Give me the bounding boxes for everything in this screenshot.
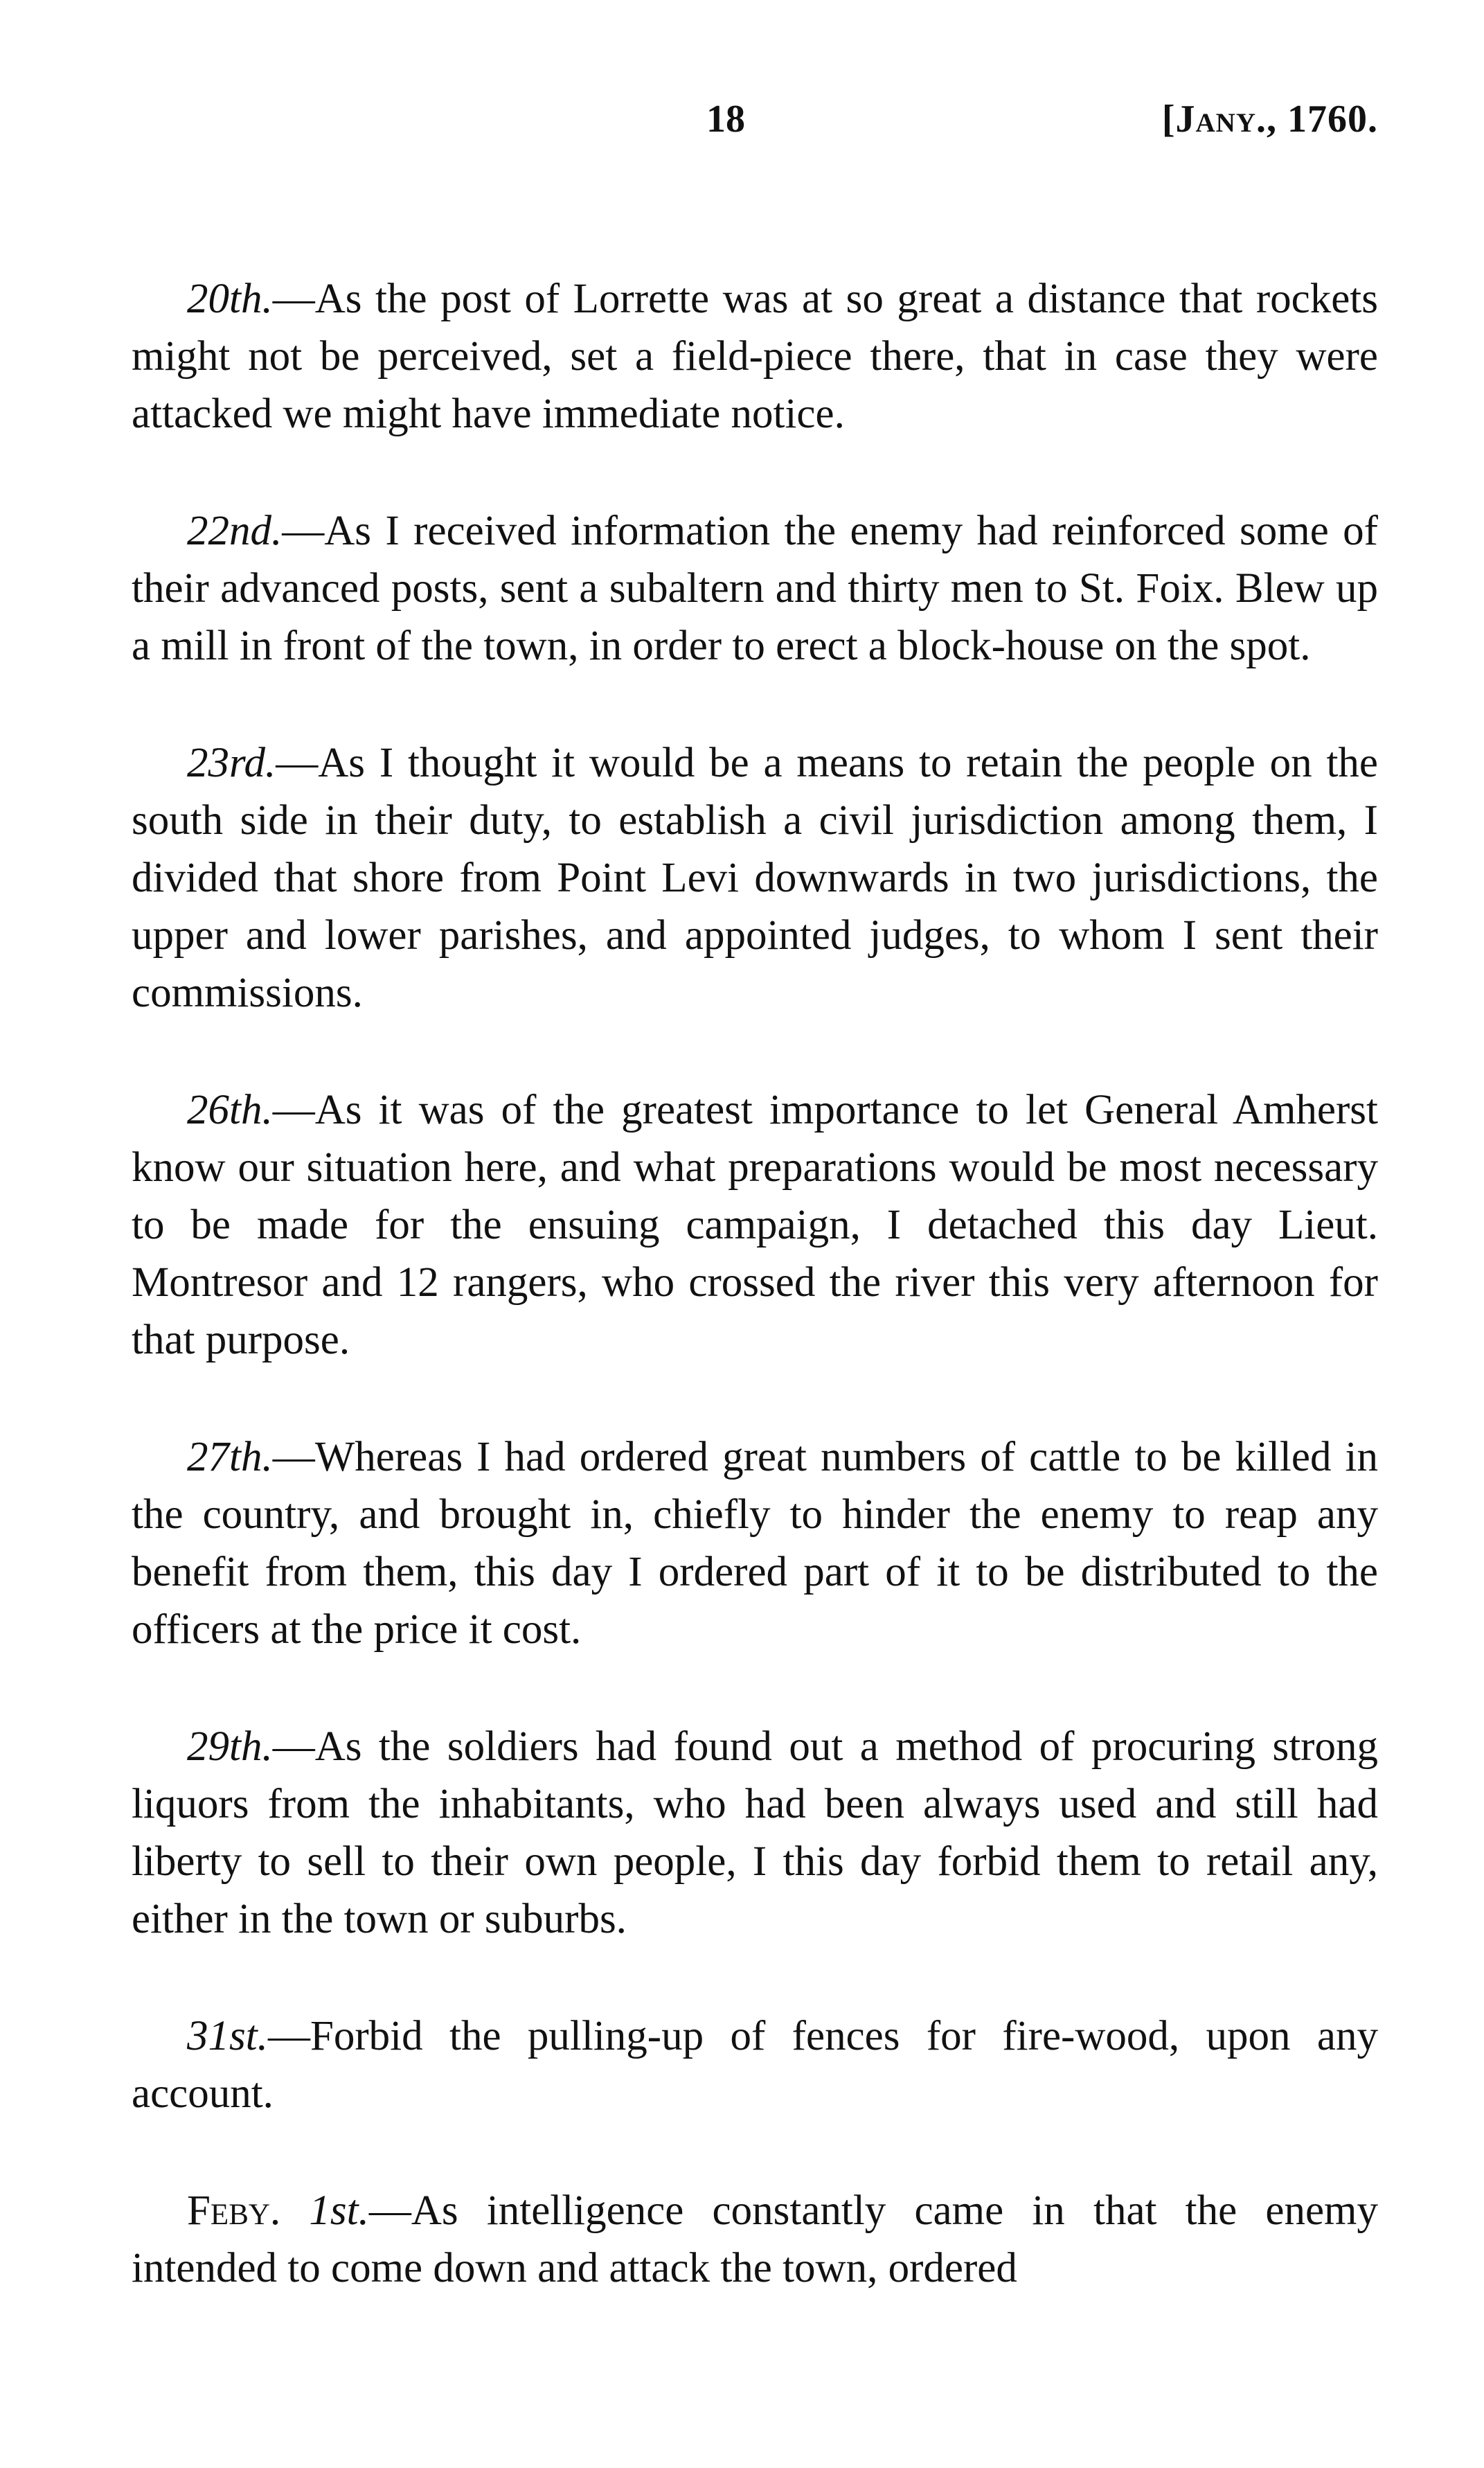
journal-entry-feby-1st	[132, 2182, 1378, 2297]
journal-entry-29th	[132, 1718, 1378, 1948]
entry-text: —As intelligence constantly came in that the enemy intended to come down and attack the town, ordered	[132, 2187, 1378, 2291]
entry-date: 23rd.	[187, 740, 276, 786]
journal-entry-31st	[132, 2007, 1378, 2122]
journal-body	[132, 270, 1378, 2297]
journal-entry-22nd	[132, 502, 1378, 675]
journal-entry-20th	[132, 270, 1378, 443]
entry-date: 29th.	[187, 1723, 273, 1770]
running-head-month: Jany.	[1175, 98, 1267, 141]
entry-text: —As the post of Lorrette was at so great a distance that rockets might not be perceived, set a field-piece there, that in case they were attacked we might have immediate notice.	[132, 276, 1378, 437]
journal-entry-26th	[132, 1081, 1378, 1369]
book-page	[132, 83, 1378, 2356]
entry-text: —As the soldiers had found out a method of procuring strong liquors from the inhabitants, who had been always used and still had liberty to sell to their own people, I this day forbid them to retail any, either in the town or suburbs.	[132, 1723, 1378, 1942]
entry-date: 26th.	[187, 1087, 273, 1133]
page-header	[132, 83, 1378, 173]
running-head-bracket: [	[1161, 98, 1176, 141]
entry-date: 20th.	[187, 276, 273, 322]
entry-text: —Forbid the pulling-up of fences for fire-wood, upon any account.	[132, 2013, 1378, 2117]
entry-text: —Whereas I had ordered great numbers of cattle to be killed in the country, and brought in, chiefly to hinder the enemy to reap any benefit from them, this day I ordered part of it to be distributed to the officers at the price it cost.	[132, 1434, 1378, 1653]
running-head-year: , 1760.	[1267, 98, 1378, 141]
entry-text: —As I received information the enemy had reinforced some of their advanced posts, sent a subaltern and thirty men to St. Foix. Blew up a mill in front of the town, in order to erect a block-house on the spot.	[132, 508, 1378, 669]
entry-date: 31st.	[187, 2013, 268, 2059]
entry-date: 22nd.	[187, 508, 283, 554]
entry-text: —As it was of the greatest importance to let General Amherst know our situation here, and what preparations would be most necessary to be made for the ensuing campaign, I detached this day Lieut. Montresor and 12 rangers, who crossed the river this very afternoon for that purpose.	[132, 1087, 1378, 1363]
entry-date: 1st.	[309, 2187, 369, 2234]
entry-month: Feby.	[187, 2187, 281, 2234]
entry-text: —As I thought it would be a means to retain the people on the south side in their duty, to establish a civil jurisdiction among them, I divided that shore from Point Levi downwards in two jurisdictions, the upper and lower parishes, and appointed judges, to whom I sent their commissions.	[132, 740, 1378, 1016]
journal-entry-27th	[132, 1428, 1378, 1658]
page-number: 18	[706, 98, 745, 141]
journal-entry-23rd	[132, 734, 1378, 1022]
running-head	[1162, 97, 1378, 141]
entry-date: 27th.	[187, 1434, 273, 1480]
